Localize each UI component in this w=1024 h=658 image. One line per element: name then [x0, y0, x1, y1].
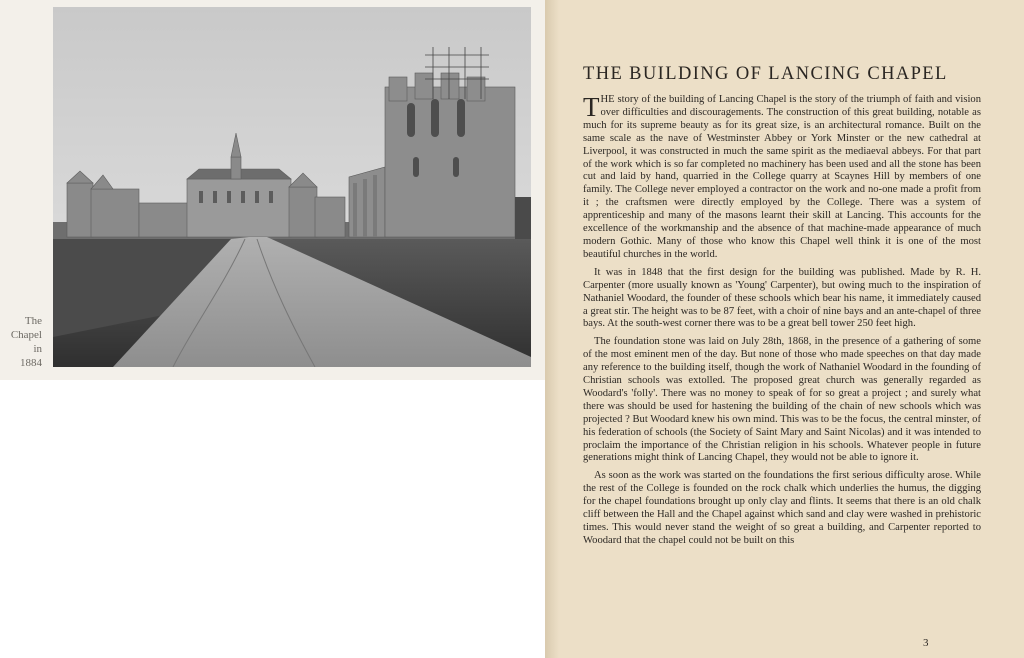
paragraph: The foundation stone was laid on July 28th, 1868, in the presence of a gathering of some of the most eminent men of the day. But none of those who made speeches on that day made any reference to the building itself, though the work of Nathaniel Woodard in the founding of Christian schools was extolled. The proposed great church was generally regarded as Woodard's 'folly'. There was no money to speak of for so great a project ; and surely what there was should be used for hastening the building of the chain of new schools which was projected ? But Woodard knew his own mind. This was to be the focus, the central minster, of his federation of schools (the Society of Saint Mary and Saint Nicolas) and it was intended to proclaim the importance of the Christian religion in his schools. Whatever people in future generations might think of Lancing Chapel, they would not be able to ignore it.: [583, 336, 981, 464]
paragraph: It was in 1848 that the first design for the building was published. Made by R. H. Carpenter (more usually known as 'Young' Carpenter), but owing much to the inspiration of Nathaniel Woodard, the founder of these schools which bear his name, it immediately caused a great stir. The height was to be 87 feet, with a choir of nine bays and an ante-chapel of three bays. At the south-west corner there was to be a great bell tower 250 feet high.: [583, 266, 981, 330]
chapel-photo-illustration: [53, 7, 531, 367]
right-page: [545, 0, 1024, 658]
caption-line: in: [33, 343, 42, 355]
left-page: [0, 0, 545, 380]
chapel-photograph: [53, 7, 531, 367]
photo-caption: [2, 314, 42, 370]
caption-year: 1884: [20, 357, 42, 369]
paragraph: [583, 94, 981, 262]
article-body: [583, 94, 981, 553]
caption-line: The: [24, 315, 42, 327]
drop-cap: T: [583, 92, 600, 122]
paragraph: As soon as the work was started on the foundations the first serious difficulty arose. While the rest of the College is founded on the rock chalk which underlies the humus, the digging for the chapel foundations brought up only clay and flints. It seems that there is an old chalk cliff between the Hall and the Chapel against which sand and clay were washed in prehistoric times. This would never stand the weight of so great a building, and Carpenter reported to Woodard that the chapel could not be built on this: [583, 470, 981, 546]
page-number: 3: [923, 637, 929, 649]
paragraph-text: HE story of the building of Lancing Chapel is the story of the triumph of faith and vision over difficulties and discouragements. The construction of this great building, notable as much for its supreme beauty as for its great size, is an architectural romance. Built on the same scale as the nave of Westminster Abbey or York Minster or the new cathedral at Liverpool, it was constructed in much the same spirit as the mediaeval abbeys. For that part of the work which is so far completed no machinery has been used and all the stone has been cut and laid by hand, quarried in the College quarry at Scaynes Hill by members of one family. The College never employed a contractor on the work and no-one made a profit from it ; the craftsmen were directly employed by the College. There was a system of apprenticeship and many of the masons learnt their skill at Lancing. This accounts for the excellence of the workmanship and the absence of that machine-made appearance of much modern Gothic. Many of those who know this Chapel well think it is one of the most beautiful churches in the world.: [583, 94, 981, 260]
page-fold-shadow: [545, 0, 559, 658]
article-title: THE BUILDING OF LANCING CHAPEL: [583, 64, 948, 84]
caption-line: Chapel: [10, 329, 42, 341]
